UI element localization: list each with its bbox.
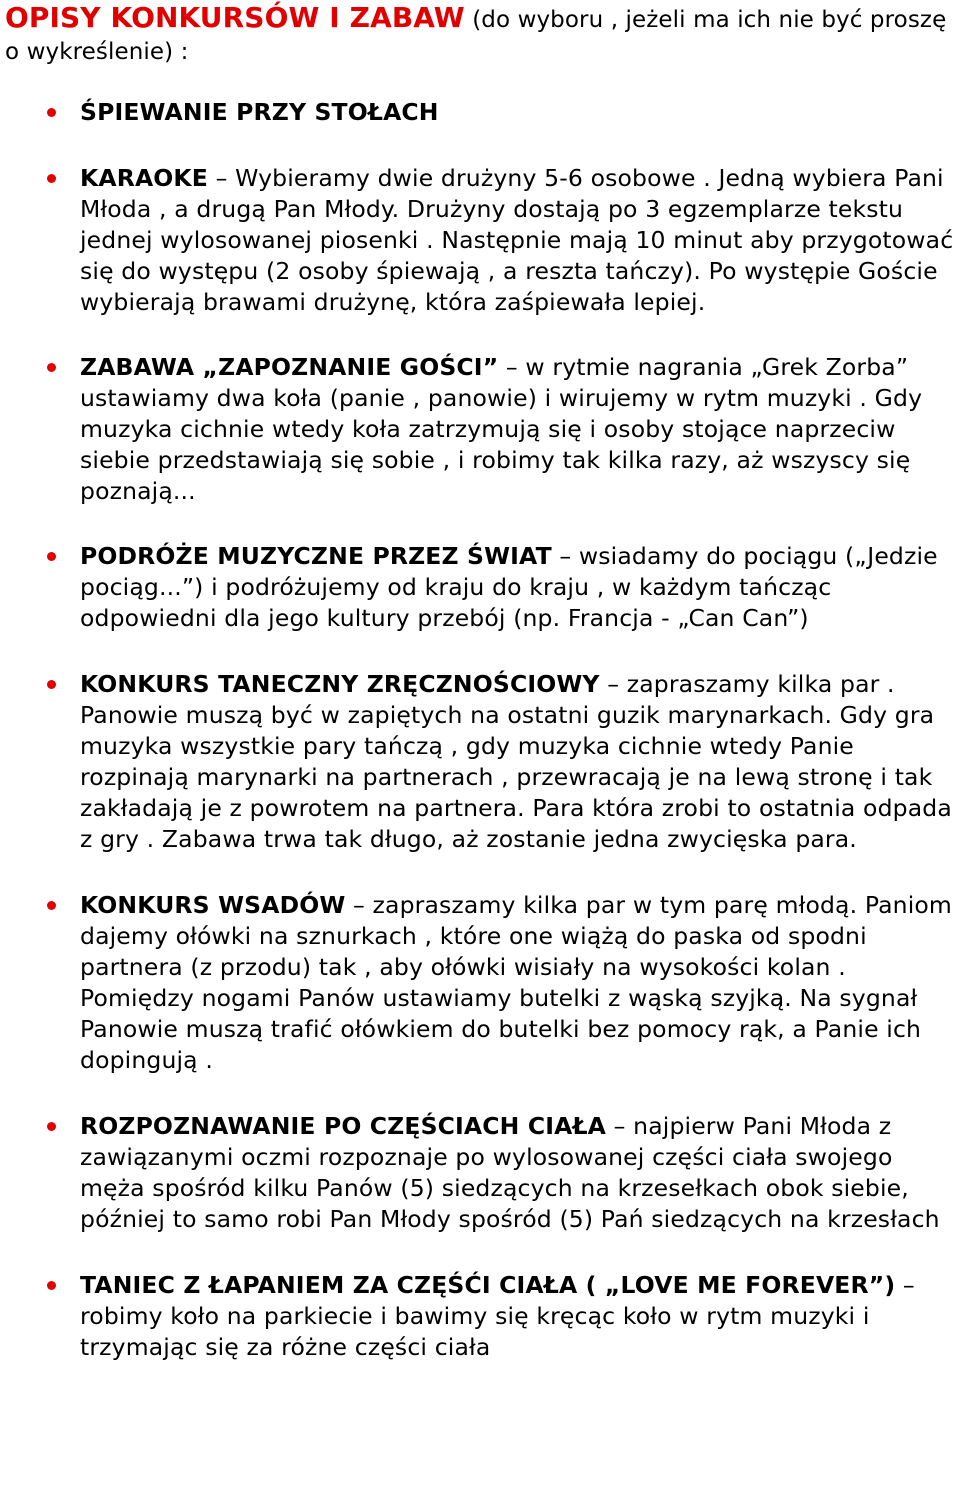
item-text: – wsiadamy do pociągu („Jedzie pociąg...”) i podróżujemy od kraju do kraju , w każdym tańcząc odpowiedni dla jego kultury przebój (np. Francja - „Can Can”) (80, 542, 938, 632)
item-text: – w rytmie nagrania „Grek Zorba” ustawiamy dwa koła (panie , panowie) i wirujemy w rytm muzyki . Gdy muzyka cichnie wtedy koła zatrzymują się i osoby stojące naprzeciw siebie przedstawiają się sobie , i robimy tak kilka razy, aż wszyscy się poznają... (80, 353, 923, 505)
item-heading: ZABAWA „ZAPOZNANIE GOŚCI” (80, 353, 499, 381)
item-heading: KONKURS TANECZNY ZRĘCZNOŚCIOWY (80, 670, 600, 698)
list-item (5, 890, 956, 1076)
bullet-icon (47, 1122, 56, 1131)
bullet-icon (47, 363, 56, 372)
item-text: – zapraszamy kilka par . Panowie muszą być w zapiętych na ostatni guzik marynarkach. Gdy gra muzyka wszystkie pary tańczą , gdy muzyka cichnie wtedy Panie rozpinają marynarki na partnerach , przewracają je na lewą stronę i tak zakładają je z powrotem na partnera. Para która zrobi to ostatnia odpada z gry . Zabawa trwa tak długo, aż zostanie jedna zwycięska para. (80, 670, 952, 853)
list-item (5, 163, 956, 318)
bullet-icon (47, 108, 56, 117)
item-text: – Wybieramy dwie drużyny 5-6 osobowe . Jedną wybiera Pani Młoda , a drugą Pan Młody. Drużyny dostają po 3 egzemplarze tekstu jednej wylosowanej piosenki . Następnie mają 10 minut aby przygotować się do występu (2 osoby śpiewają , a reszta tańczy). Po występie Goście wybierają brawami drużynę, która zaśpiewała lepiej. (80, 164, 954, 316)
bullet-icon (47, 1281, 56, 1290)
document-subtitle: (do wyboru , jeżeli ma ich nie być proszę o wykreślenie) : (5, 7, 947, 65)
list-item (5, 1270, 956, 1363)
list-item (5, 541, 956, 634)
document-title: OPISY KONKURSÓW I ZABAW (5, 1, 465, 34)
list-item (5, 97, 956, 128)
item-heading: KONKURS WSADÓW (80, 891, 346, 919)
item-heading: TANIEC Z ŁAPANIEM ZA CZĘŚĆI CIAŁA ( „LOVE ME FOREVER”) (80, 1271, 896, 1299)
item-heading: PODRÓŻE MUZYCZNE PRZEZ ŚWIAT (80, 542, 552, 570)
contest-list (5, 97, 956, 1363)
bullet-icon (47, 552, 56, 561)
document-header (5, 2, 956, 68)
item-heading: ROZPOZNAWANIE PO CZĘŚCIACH CIAŁA (80, 1112, 607, 1140)
item-heading: ŚPIEWANIE PRZY STOŁACH (80, 98, 439, 126)
list-item (5, 669, 956, 855)
bullet-icon (47, 901, 56, 910)
item-heading: KARAOKE (80, 164, 208, 192)
item-text: – zapraszamy kilka par w tym parę młodą. Paniom dajemy ołówki na sznurkach , które one wiążą do paska od spodni partnera (z przodu) tak , aby ołówki wisiały na wysokości kolan . Pomiędzy nogami Panów ustawiamy butelki z wąską szyjką. Na sygnał Panowie muszą trafić ołówkiem do butelki bez pomocy rąk, a Panie ich dopingują . (80, 891, 952, 1074)
item-text: – najpierw Pani Młoda z zawiązanymi oczmi rozpoznaje po wylosowanej części ciała swojego męża spośród kilku Panów (5) siedzących na krzesełkach obok siebie, później to samo robi Pan Młody spośród (5) Pań siedzących na krzesłach (80, 1112, 940, 1233)
list-item (5, 352, 956, 507)
list-item (5, 1111, 956, 1235)
item-text: – robimy koło na parkiecie i bawimy się kręcąc koło w rytm muzyki i trzymając się za różne części ciała (80, 1271, 915, 1361)
bullet-icon (47, 174, 56, 183)
bullet-icon (47, 680, 56, 689)
